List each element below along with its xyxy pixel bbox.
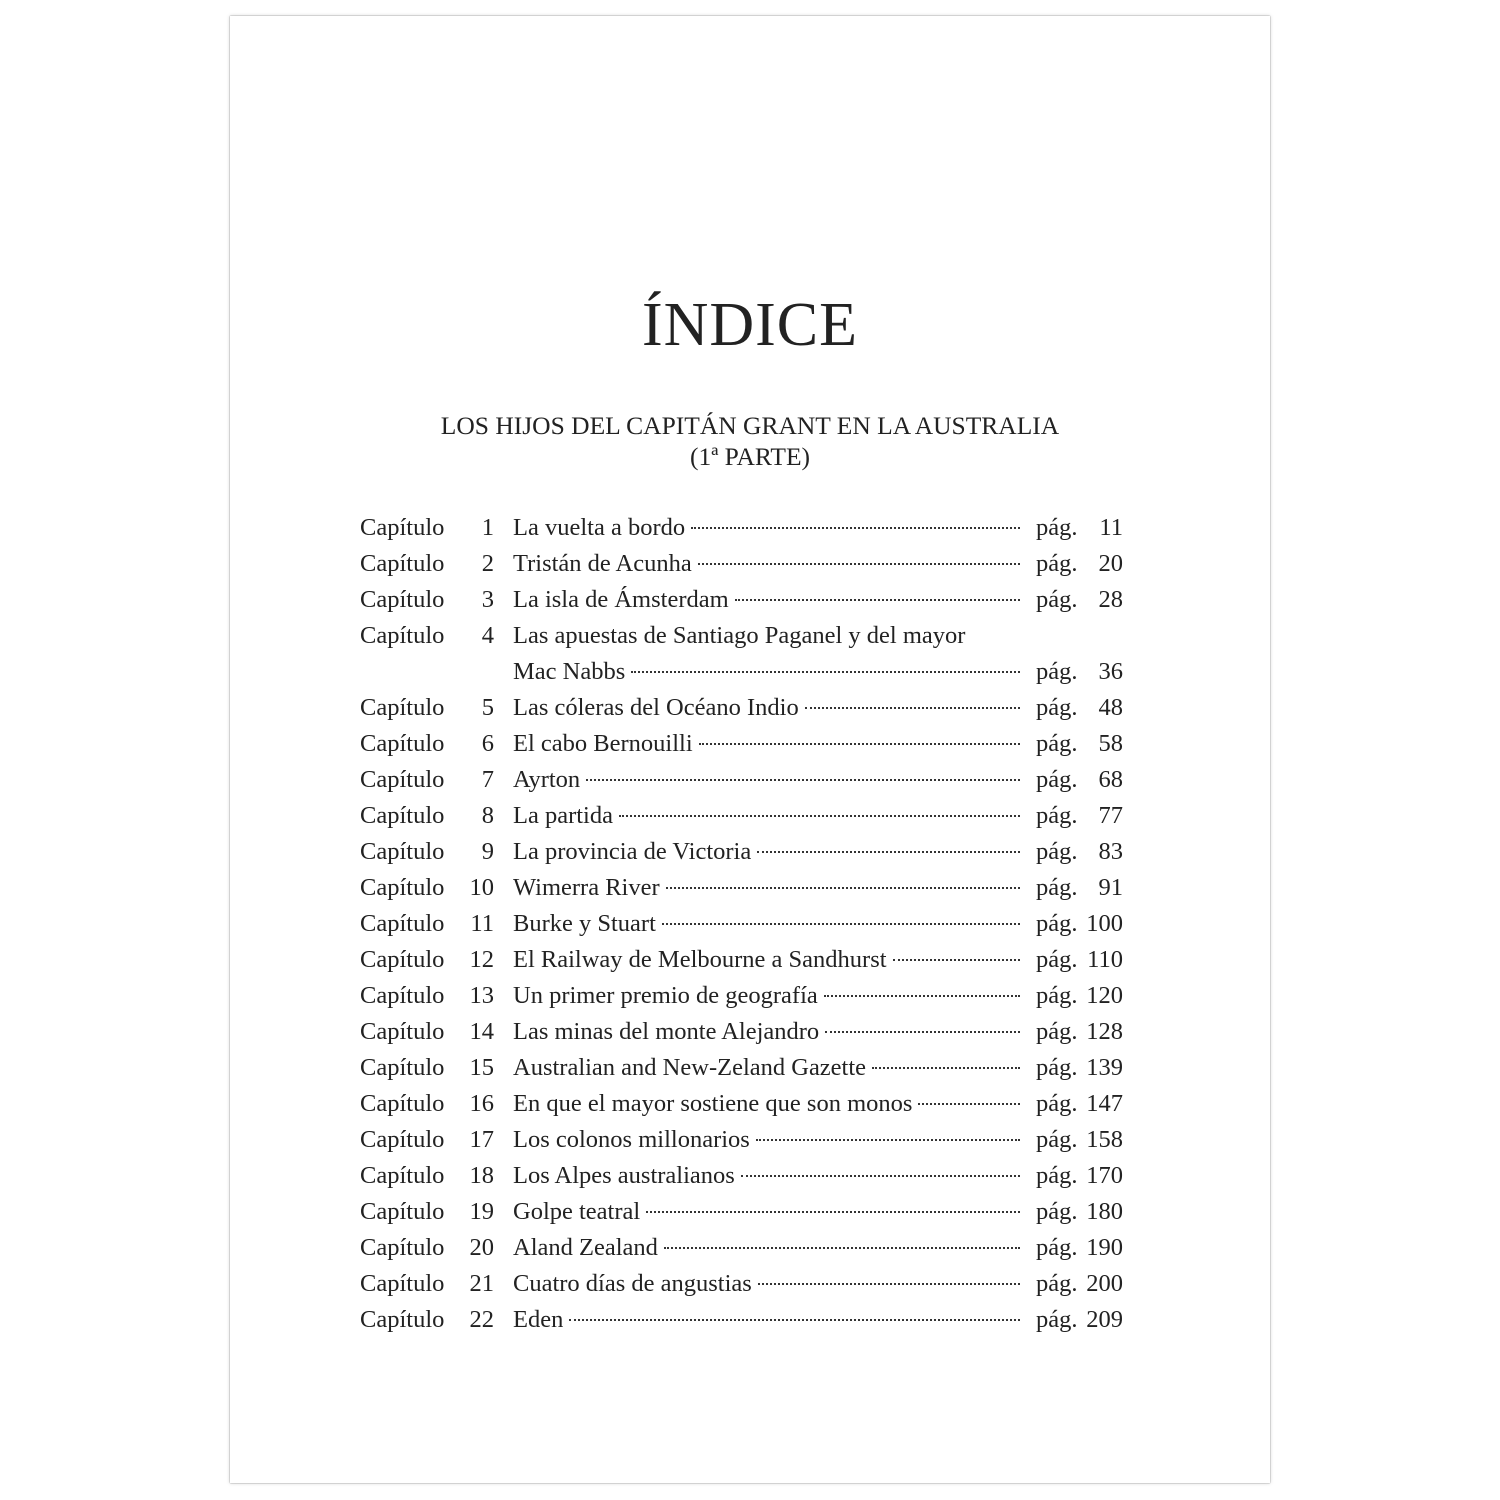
page-abbrev: pág. (1036, 1234, 1078, 1261)
chapter-number: 3 (481, 586, 494, 613)
toc-entry (360, 798, 1123, 834)
chapter-number: 15 (469, 1054, 494, 1081)
chapter-title: El cabo Bernouilli (513, 730, 693, 757)
page-abbrev: pág. (1036, 838, 1078, 865)
page-abbrev: pág. (1036, 946, 1078, 973)
chapter-label: Capítulo (360, 1270, 445, 1297)
toc-entry-continuation (360, 654, 1123, 690)
page-abbrev: pág. (1036, 514, 1078, 541)
page-number: 100 (1086, 910, 1123, 937)
toc-entry (360, 546, 1123, 582)
dot-leader (735, 599, 1020, 601)
page-number: 128 (1086, 1018, 1123, 1045)
dot-leader (631, 671, 1020, 673)
chapter-title: Australian and New-Zeland Gazette (513, 1054, 867, 1081)
dot-leader (872, 1067, 1020, 1069)
chapter-number: 16 (469, 1090, 494, 1117)
chapter-label: Capítulo (360, 946, 445, 973)
chapter-label: Capítulo (360, 1126, 445, 1153)
dot-leader (666, 887, 1020, 889)
page-number: 68 (1098, 766, 1123, 793)
index-title: ÍNDICE (641, 291, 859, 359)
chapter-number: 1 (481, 514, 494, 541)
chapter-label: Capítulo (360, 1234, 445, 1261)
chapter-title-continuation: Mac Nabbs (513, 658, 626, 685)
chapter-title: La isla de Ámsterdam (513, 586, 729, 613)
chapter-number: 7 (481, 766, 494, 793)
page-number: 190 (1086, 1234, 1123, 1261)
chapter-label: Capítulo (360, 622, 445, 649)
chapter-number: 20 (469, 1234, 494, 1261)
toc-entry (360, 582, 1123, 618)
page-abbrev: pág. (1036, 1270, 1078, 1297)
page-abbrev: pág. (1036, 982, 1078, 1009)
page-number: 36 (1098, 658, 1123, 685)
toc-entry (360, 618, 1123, 654)
dot-leader (691, 527, 1020, 529)
subtitle-line-2: (1ª PARTE) (689, 442, 811, 471)
page-number: 180 (1086, 1198, 1123, 1225)
chapter-title: Los Alpes australianos (513, 1162, 735, 1189)
page-number: 83 (1098, 838, 1123, 865)
chapter-number: 19 (469, 1198, 494, 1225)
chapter-title: Cuatro días de angustias (513, 1270, 752, 1297)
section-subtitle (230, 410, 1270, 472)
toc-entry (360, 978, 1123, 1014)
toc-entry (360, 870, 1123, 906)
toc-entry (360, 690, 1123, 726)
page-abbrev: pág. (1036, 1306, 1078, 1333)
chapter-number: 18 (469, 1162, 494, 1189)
dot-leader (757, 851, 1020, 853)
table-of-contents (360, 510, 1123, 1338)
chapter-label: Capítulo (360, 586, 445, 613)
chapter-label: Capítulo (360, 1198, 445, 1225)
chapter-number: 17 (469, 1126, 494, 1153)
dot-leader (664, 1247, 1020, 1249)
chapter-label: Capítulo (360, 766, 445, 793)
page-abbrev: pág. (1036, 730, 1078, 757)
toc-entry (360, 1158, 1123, 1194)
page-number: 20 (1098, 550, 1123, 577)
chapter-title: La provincia de Victoria (513, 838, 752, 865)
page-number: 91 (1098, 874, 1123, 901)
toc-entry (360, 906, 1123, 942)
page-number: 77 (1098, 802, 1123, 829)
page-abbrev: pág. (1036, 586, 1078, 613)
toc-entry (360, 1266, 1123, 1302)
toc-entry (360, 1050, 1123, 1086)
dot-leader (893, 959, 1020, 961)
page-number: 209 (1086, 1306, 1123, 1333)
page-abbrev: pág. (1036, 550, 1078, 577)
chapter-title: Las cóleras del Océano Indio (513, 694, 799, 721)
page-abbrev: pág. (1036, 874, 1078, 901)
dot-leader (756, 1139, 1020, 1141)
chapter-label: Capítulo (360, 982, 445, 1009)
toc-entry (360, 510, 1123, 546)
dot-leader (741, 1175, 1020, 1177)
chapter-number: 21 (469, 1270, 494, 1297)
page-number: 58 (1098, 730, 1123, 757)
page-number: 110 (1087, 946, 1123, 973)
chapter-title: En que el mayor sostiene que son monos (513, 1090, 913, 1117)
dot-leader (586, 779, 1020, 781)
toc-entry (360, 1230, 1123, 1266)
toc-entry (360, 762, 1123, 798)
page-abbrev: pág. (1036, 1126, 1078, 1153)
toc-entry (360, 942, 1123, 978)
dot-leader (825, 1031, 1020, 1033)
chapter-title: Tristán de Acunha (513, 550, 692, 577)
chapter-title: Aland Zealand (513, 1234, 658, 1261)
subtitle-line-1: LOS HIJOS DEL CAPITÁN GRANT EN LA AUSTRALIA (440, 411, 1060, 440)
page-abbrev: pág. (1036, 1090, 1078, 1117)
chapter-number: 14 (469, 1018, 494, 1045)
dot-leader (758, 1283, 1020, 1285)
chapter-title: Eden (513, 1306, 564, 1333)
toc-entry (360, 1194, 1123, 1230)
chapter-label: Capítulo (360, 874, 445, 901)
page-abbrev: pág. (1036, 802, 1078, 829)
dot-leader (918, 1103, 1020, 1105)
chapter-label: Capítulo (360, 1018, 445, 1045)
chapter-number: 13 (469, 982, 494, 1009)
chapter-number: 6 (481, 730, 494, 757)
page-number: 120 (1086, 982, 1123, 1009)
toc-entry (360, 726, 1123, 762)
chapter-number: 5 (481, 694, 494, 721)
page-abbrev: pág. (1036, 658, 1078, 685)
toc-entry (360, 1086, 1123, 1122)
page-abbrev: pág. (1036, 910, 1078, 937)
chapter-label: Capítulo (360, 694, 445, 721)
chapter-title: Burke y Stuart (513, 910, 656, 937)
chapter-title: Un primer premio de geografía (513, 982, 818, 1009)
page-number: 158 (1086, 1126, 1123, 1153)
dot-leader (698, 563, 1020, 565)
chapter-number: 22 (469, 1306, 494, 1333)
page-number: 28 (1098, 586, 1123, 613)
chapter-title: La vuelta a bordo (513, 514, 686, 541)
chapter-title: El Railway de Melbourne a Sandhurst (513, 946, 887, 973)
chapter-number: 8 (481, 802, 494, 829)
chapter-title: Ayrton (513, 766, 581, 793)
page-number: 11 (1099, 514, 1123, 541)
page-number: 170 (1086, 1162, 1123, 1189)
chapter-number: 12 (469, 946, 494, 973)
toc-entry (360, 834, 1123, 870)
page-abbrev: pág. (1036, 1198, 1078, 1225)
page-number: 147 (1086, 1090, 1123, 1117)
chapter-label: Capítulo (360, 550, 445, 577)
chapter-title: Los colonos millonarios (513, 1126, 750, 1153)
toc-entry (360, 1122, 1123, 1158)
dot-leader (662, 923, 1020, 925)
chapter-number: 2 (481, 550, 494, 577)
page-abbrev: pág. (1036, 694, 1078, 721)
chapter-label: Capítulo (360, 838, 445, 865)
page-abbrev: pág. (1036, 1054, 1078, 1081)
chapter-label: Capítulo (360, 1090, 445, 1117)
chapter-number: 10 (469, 874, 494, 901)
dot-leader (805, 707, 1020, 709)
chapter-title: Las minas del monte Alejandro (513, 1018, 820, 1045)
dot-leader (824, 995, 1020, 997)
page-abbrev: pág. (1036, 1162, 1078, 1189)
chapter-number: 9 (481, 838, 494, 865)
chapter-label: Capítulo (360, 1306, 445, 1333)
chapter-title: Wimerra River (513, 874, 660, 901)
dot-leader (619, 815, 1020, 817)
book-page (230, 16, 1270, 1483)
toc-entry (360, 1014, 1123, 1050)
chapter-title: La partida (513, 802, 613, 829)
page-number: 200 (1086, 1270, 1123, 1297)
dot-leader (699, 743, 1020, 745)
chapter-label: Capítulo (360, 802, 445, 829)
page-abbrev: pág. (1036, 766, 1078, 793)
chapter-number: 11 (470, 910, 494, 937)
chapter-title: Las apuestas de Santiago Paganel y del mayor (513, 622, 966, 649)
dot-leader (569, 1319, 1020, 1321)
chapter-label: Capítulo (360, 1054, 445, 1081)
toc-entry (360, 1302, 1123, 1338)
page-number: 48 (1098, 694, 1123, 721)
dot-leader (646, 1211, 1020, 1213)
chapter-label: Capítulo (360, 730, 445, 757)
chapter-title: Golpe teatral (513, 1198, 641, 1225)
chapter-number: 4 (481, 622, 494, 649)
chapter-label: Capítulo (360, 1162, 445, 1189)
page-abbrev: pág. (1036, 1018, 1078, 1045)
chapter-label: Capítulo (360, 514, 445, 541)
page-number: 139 (1086, 1054, 1123, 1081)
chapter-label: Capítulo (360, 910, 445, 937)
